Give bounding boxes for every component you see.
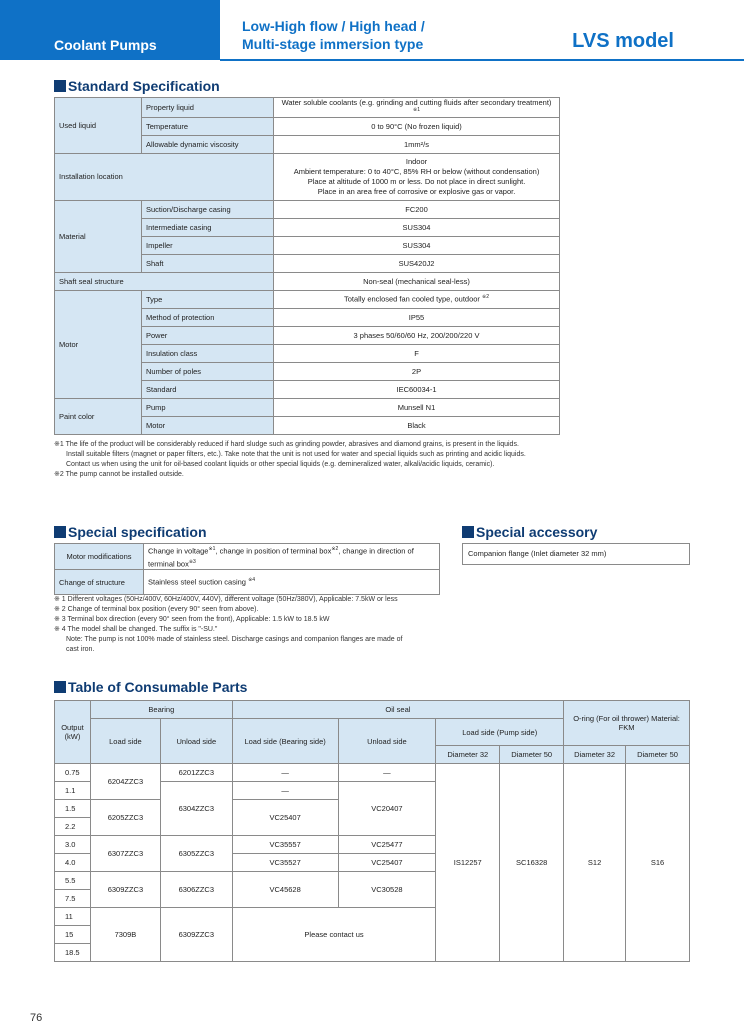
- sp-note-4: ※ 4 The model shall be changed. The suffix is "-SU.": [54, 626, 218, 633]
- header-rule: [220, 59, 744, 61]
- shaft-seal-label: Shaft seal structure: [55, 272, 274, 290]
- bearing-unload-cell: 6304ZZC3: [160, 782, 232, 836]
- bearing-load-cell: 6309ZZC3: [90, 872, 160, 908]
- motor-label: Motor: [55, 290, 142, 398]
- spec-note-1: ※1 The life of the product will be considerably reduced if hard sludge such as grinding powder, abrasives and diamond grains, is present in the liquids.: [54, 441, 519, 448]
- special-spec-heading: [54, 524, 207, 540]
- motor-type-value: Totally enclosed fan cooled type, outdoor $^{※2}$: [274, 290, 560, 308]
- bearing-unload-cell: 6305ZZC3: [160, 836, 232, 872]
- header-category-band: [0, 0, 220, 60]
- paint-motor-value: Black: [274, 416, 560, 434]
- paint-pump-label: Pump: [142, 398, 274, 416]
- oil-unload-cell: VC20407: [338, 782, 436, 836]
- property-liquid-label: Property liquid: [142, 98, 274, 118]
- oil-load-cell: —: [232, 782, 338, 800]
- paint-motor-label: Motor: [142, 416, 274, 434]
- viscosity-value: 1mm²/s: [274, 135, 560, 153]
- oil-unload-header: Unload side: [338, 719, 436, 764]
- intermediate-casing-value: SUS304: [274, 218, 560, 236]
- bearing-header: Bearing: [90, 701, 232, 719]
- oring-d32-header: Diameter 32: [564, 746, 626, 764]
- standard-spec-title: Standard Specification: [68, 78, 220, 94]
- standard-label: Standard: [142, 380, 274, 398]
- motor-mod-label: Motor modifications: [55, 544, 144, 570]
- sp-note-1: ※ 1 Different voltages (50Hz/400V, 60Hz/400V, 440V), different voltage (50Hz/380V), Applicable: 7.5kW or less: [54, 596, 398, 603]
- special-accessory-box: [462, 543, 690, 565]
- bearing-unload-cell: 6309ZZC3: [160, 908, 232, 962]
- output-cell: 15: [55, 926, 91, 944]
- used-liquid-label: Used liquid: [55, 98, 142, 154]
- oil-seal-header: Oil seal: [232, 701, 563, 719]
- installation-label: Installation location: [55, 153, 274, 200]
- output-cell: 7.5: [55, 890, 91, 908]
- oring-d50-cell: S16: [626, 764, 690, 962]
- sp-note-5: Note: The pump is not 100% made of stainless steel. Discharge casings and companion flanges are made of: [66, 636, 403, 643]
- standard-value: IEC60034-1: [274, 380, 560, 398]
- section-square-icon: [462, 526, 474, 538]
- oil-load-cell: VC45628: [232, 872, 338, 908]
- output-cell: 0.75: [55, 764, 91, 782]
- bearing-load-cell: 6204ZZC3: [90, 764, 160, 800]
- special-accessory-title: Special accessory: [476, 524, 598, 540]
- oring-d50-header: Diameter 50: [626, 746, 690, 764]
- paint-pump-value: Munsell N1: [274, 398, 560, 416]
- impeller-value: SUS304: [274, 236, 560, 254]
- spec-note-1b: Install suitable filters (magnet or paper filters, etc.). Take note that the unit is not used for water and special liquids such as printing and acidic liquids.: [66, 451, 526, 458]
- consumables-table: [54, 700, 690, 962]
- contact-cell: Please contact us: [232, 908, 436, 962]
- oil-load-cell: VC25407: [232, 800, 338, 836]
- paint-color-label: Paint color: [55, 398, 142, 434]
- impeller-label: Impeller: [142, 236, 274, 254]
- oil-load-cell: VC35557: [232, 836, 338, 854]
- oil-unload-cell: VC25407: [338, 854, 436, 872]
- oil-unload-cell: VC25477: [338, 836, 436, 854]
- bearing-unload-cell: 6201ZZC3: [160, 764, 232, 782]
- property-liquid-value: Water soluble coolants (e.g. grinding and cutting fluids after secondary treatment) $^{※1}$: [274, 98, 560, 118]
- consumables-title: Table of Consumable Parts: [68, 679, 248, 695]
- bearing-unload-header: Unload side: [160, 719, 232, 764]
- spec-note-1c: Contact us when using the unit for oil-based coolant liquids or other special liquids (e.g. demineralized water, alkali/acidic liquids, ceramic).: [66, 461, 495, 468]
- output-header: Output (kW): [55, 701, 91, 764]
- oil-load-cell: VC35527: [232, 854, 338, 872]
- output-cell: 3.0: [55, 836, 91, 854]
- structure-label: Change of structure: [55, 570, 144, 595]
- installation-value: Indoor Ambient temperature: 0 to 40°C, 85% RH or below (without condensation) Place at altitude of 1000 m or less. Do not place in direct sunlight. Place in an area free of corrosive or explosive gas or vapor.: [274, 153, 560, 200]
- sp-note-6: cast iron.: [66, 646, 95, 653]
- special-spec-title: Special specification: [68, 524, 207, 540]
- output-cell: 11: [55, 908, 91, 926]
- poles-label: Number of poles: [142, 362, 274, 380]
- suction-casing-value: FC200: [274, 200, 560, 218]
- oring-d32-cell: S12: [564, 764, 626, 962]
- shaft-seal-value: Non-seal (mechanical seal-less): [274, 272, 560, 290]
- motor-mod-value: Change in voltage$^{※1}$, change in position of terminal box$^{※2}$, change in direction of terminal box$^{※3}$: [144, 544, 440, 570]
- output-cell: 18.5: [55, 944, 91, 962]
- bearing-load-cell: 7309B: [90, 908, 160, 962]
- sp-note-3: ※ 3 Terminal box direction (every 90° seen from the front), Applicable: 1.5 kW to 18.5 kW: [54, 616, 330, 623]
- bearing-load-cell: 6205ZZC3: [90, 800, 160, 836]
- standard-spec-heading: [54, 78, 220, 94]
- structure-value: Stainless steel suction casing $^{※4}$: [144, 570, 440, 595]
- shaft-label: Shaft: [142, 254, 274, 272]
- special-accessory-item: Companion flange (Inlet diameter 32 mm): [468, 549, 607, 558]
- page-number: 76: [30, 1012, 43, 1024]
- oil-load-header: Load side (Bearing side): [232, 719, 338, 764]
- intermediate-casing-label: Intermediate casing: [142, 218, 274, 236]
- bearing-load-cell: 6307ZZC3: [90, 836, 160, 872]
- output-cell: 2.2: [55, 818, 91, 836]
- section-square-icon: [54, 681, 66, 693]
- spec-note-2: ※2 The pump cannot be installed outside.: [54, 471, 184, 478]
- pump-d32-cell: IS12257: [436, 764, 500, 962]
- output-cell: 1.5: [55, 800, 91, 818]
- pump-d50-header: Diameter 50: [500, 746, 564, 764]
- suction-casing-label: Suction/Discharge casing: [142, 200, 274, 218]
- power-label: Power: [142, 326, 274, 344]
- motor-type-label: Type: [142, 290, 274, 308]
- bearing-load-header: Load side: [90, 719, 160, 764]
- output-cell: 1.1: [55, 782, 91, 800]
- sp-note-2: ※ 2 Change of terminal box position (every 90° seen from above).: [54, 606, 259, 613]
- output-cell: 4.0: [55, 854, 91, 872]
- power-value: 3 phases 50/60/60 Hz, 200/200/220 V: [274, 326, 560, 344]
- temperature-label: Temperature: [142, 117, 274, 135]
- section-square-icon: [54, 80, 66, 92]
- oil-unload-cell: —: [338, 764, 436, 782]
- oil-unload-cell: VC30528: [338, 872, 436, 908]
- shaft-value: SUS420J2: [274, 254, 560, 272]
- header-title: [242, 17, 425, 53]
- special-accessory-heading: [462, 524, 597, 540]
- section-square-icon: [54, 526, 66, 538]
- pump-d50-cell: SC16328: [500, 764, 564, 962]
- standard-spec-notes: [54, 440, 574, 480]
- temperature-value: 0 to 90°C (No frozen liquid): [274, 117, 560, 135]
- header-title-line2: Multi-stage immersion type: [242, 36, 424, 52]
- header-model: LVS model: [572, 30, 674, 52]
- consumables-heading: [54, 679, 247, 695]
- pump-d32-header: Diameter 32: [436, 746, 500, 764]
- bearing-unload-cell: 6306ZZC3: [160, 872, 232, 908]
- pump-side-header: Load side (Pump side): [436, 719, 564, 746]
- standard-spec-table: [54, 97, 560, 435]
- viscosity-label: Allowable dynamic viscosity: [142, 135, 274, 153]
- insulation-value: F: [274, 344, 560, 362]
- material-label: Material: [55, 200, 142, 272]
- protection-value: IP55: [274, 308, 560, 326]
- oil-load-cell: —: [232, 764, 338, 782]
- poles-value: 2P: [274, 362, 560, 380]
- oring-header: O-ring (For oil thrower) Material: FKM: [564, 701, 690, 746]
- header-title-line1: Low-High flow / High head /: [242, 18, 425, 34]
- header-category: Coolant Pumps: [54, 37, 157, 53]
- protection-label: Method of protection: [142, 308, 274, 326]
- special-spec-notes: [54, 595, 474, 655]
- special-spec-table: [54, 543, 440, 595]
- output-cell: 5.5: [55, 872, 91, 890]
- insulation-label: Insulation class: [142, 344, 274, 362]
